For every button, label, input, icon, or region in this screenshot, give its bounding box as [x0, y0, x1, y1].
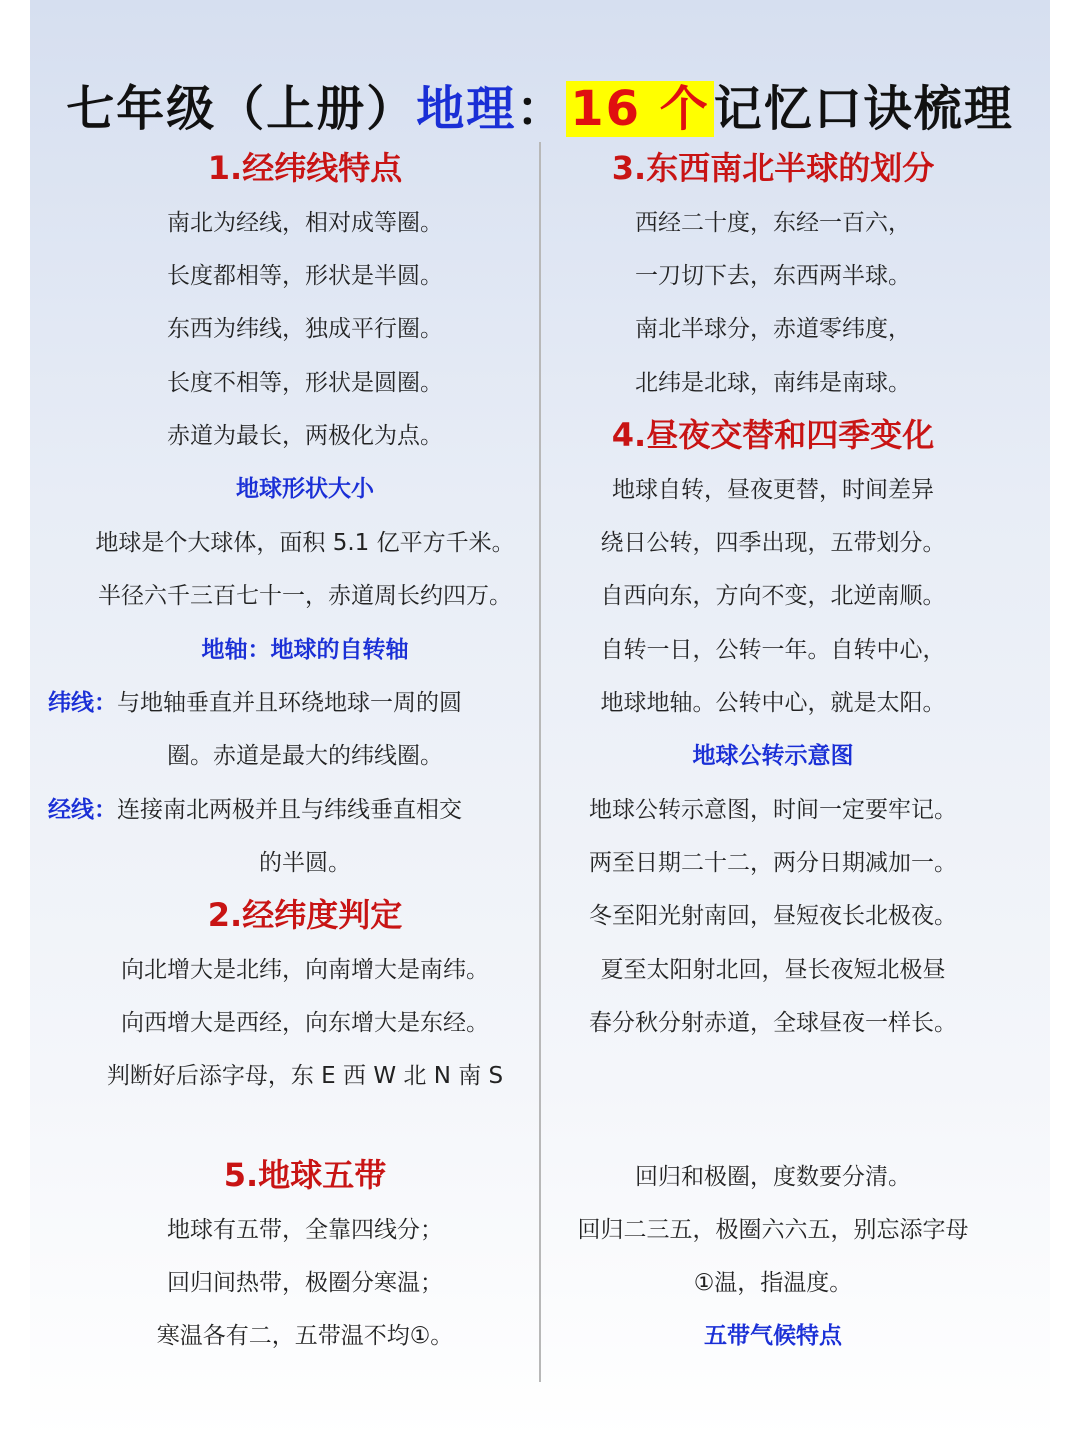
section-5-heading: 5.地球五带	[223, 1156, 387, 1194]
climate-heading: 五带气候特点	[704, 1323, 842, 1349]
list-item: ①温，指温度。	[693, 1270, 853, 1296]
list-item: 长度不相等，形状是圆圈。	[167, 370, 443, 396]
latitude-term: 纬线：	[48, 690, 117, 716]
longitude-definition-cont: 的半圆。	[259, 850, 351, 876]
title-grade: 七年级（上册）	[66, 81, 417, 137]
list-item: 地球有五带，全靠四线分；	[167, 1217, 443, 1243]
list-item: 两至日期二十二，两分日期减加一。	[589, 850, 957, 876]
earth-axis-heading: 地轴：地球的自转轴	[201, 637, 409, 663]
title-colon: ：	[516, 81, 567, 137]
list-item: 东西为纬线，独成平行圈。	[167, 316, 443, 342]
list-item: 冬至阳光射南回，昼短夜长北极夜。	[589, 903, 957, 929]
list-item: 地球公转示意图，时间一定要牢记。	[589, 797, 957, 823]
list-item: 回归二三五，极圈六六五，别忘添字母	[577, 1217, 969, 1243]
section-1-heading: 1.经纬线特点	[207, 149, 403, 187]
list-item: 一刀切下去，东西两半球。	[635, 263, 911, 289]
list-item: 地球地轴。公转中心，就是太阳。	[600, 690, 946, 716]
list-item: 向西增大是西经，向东增大是东经。	[121, 1010, 489, 1036]
longitude-term: 经线：	[48, 797, 117, 823]
section-2-heading: 2.经纬度判定	[207, 896, 403, 934]
list-item: 地球自转，昼夜更替，时间差异	[612, 477, 934, 503]
latitude-definition-cont: 圈。赤道是最大的纬线圈。	[167, 743, 443, 769]
list-item: 绕日公转，四季出现，五带划分。	[600, 530, 946, 556]
list-item: 寒温各有二，五带温不均①。	[156, 1323, 454, 1349]
list-item: 回归间热带，极圈分寒温；	[167, 1270, 443, 1296]
title-subject: 地理	[416, 81, 517, 137]
list-item: 北纬是北球，南纬是南球。	[635, 370, 911, 396]
list-item: 南北半球分，赤道零纬度，	[635, 316, 911, 342]
list-item: 回归和极圈，度数要分清。	[635, 1164, 911, 1190]
list-item: 赤道为最长，两极化为点。	[167, 423, 443, 449]
list-item: 南北为经线，相对成等圈。	[167, 210, 443, 236]
latitude-text: 与地轴垂直并且环绕地球一周的圆	[117, 690, 462, 716]
title-rest: 记忆口诀梳理	[713, 81, 1014, 137]
list-item: 自西向东，方向不变，北逆南顺。	[600, 583, 946, 609]
orbit-diagram-heading: 地球公转示意图	[692, 743, 854, 769]
list-item: 夏至太阳射北回，昼长夜短北极昼	[600, 957, 946, 983]
list-item: 地球是个大球体，面积 5.1 亿平方千米。	[95, 530, 515, 556]
list-item: 长度都相等，形状是半圆。	[167, 263, 443, 289]
list-item: 半径六千三百七十一，赤道周长约四万。	[98, 583, 512, 609]
list-item: 西经二十度，东经一百六，	[635, 210, 911, 236]
latitude-definition	[48, 688, 568, 718]
list-item: 判断好后添字母，东 E 西 W 北 N 南 S	[106, 1063, 504, 1089]
page-title	[0, 70, 1080, 139]
longitude-text: 连接南北两极并且与纬线垂直相交	[117, 797, 462, 823]
longitude-definition	[48, 795, 568, 825]
list-item: 春分秋分射赤道，全球昼夜一样长。	[589, 1010, 957, 1036]
earth-shape-heading: 地球形状大小	[236, 476, 374, 502]
section-3-heading: 3.东西南北半球的划分	[611, 149, 935, 187]
list-item: 向北增大是北纬，向南增大是南纬。	[121, 957, 489, 983]
list-item: 自转一日，公转一年。自转中心，	[600, 637, 946, 663]
section-4-heading: 4.昼夜交替和四季变化	[611, 416, 935, 454]
title-highlight: 16 个	[566, 81, 714, 137]
